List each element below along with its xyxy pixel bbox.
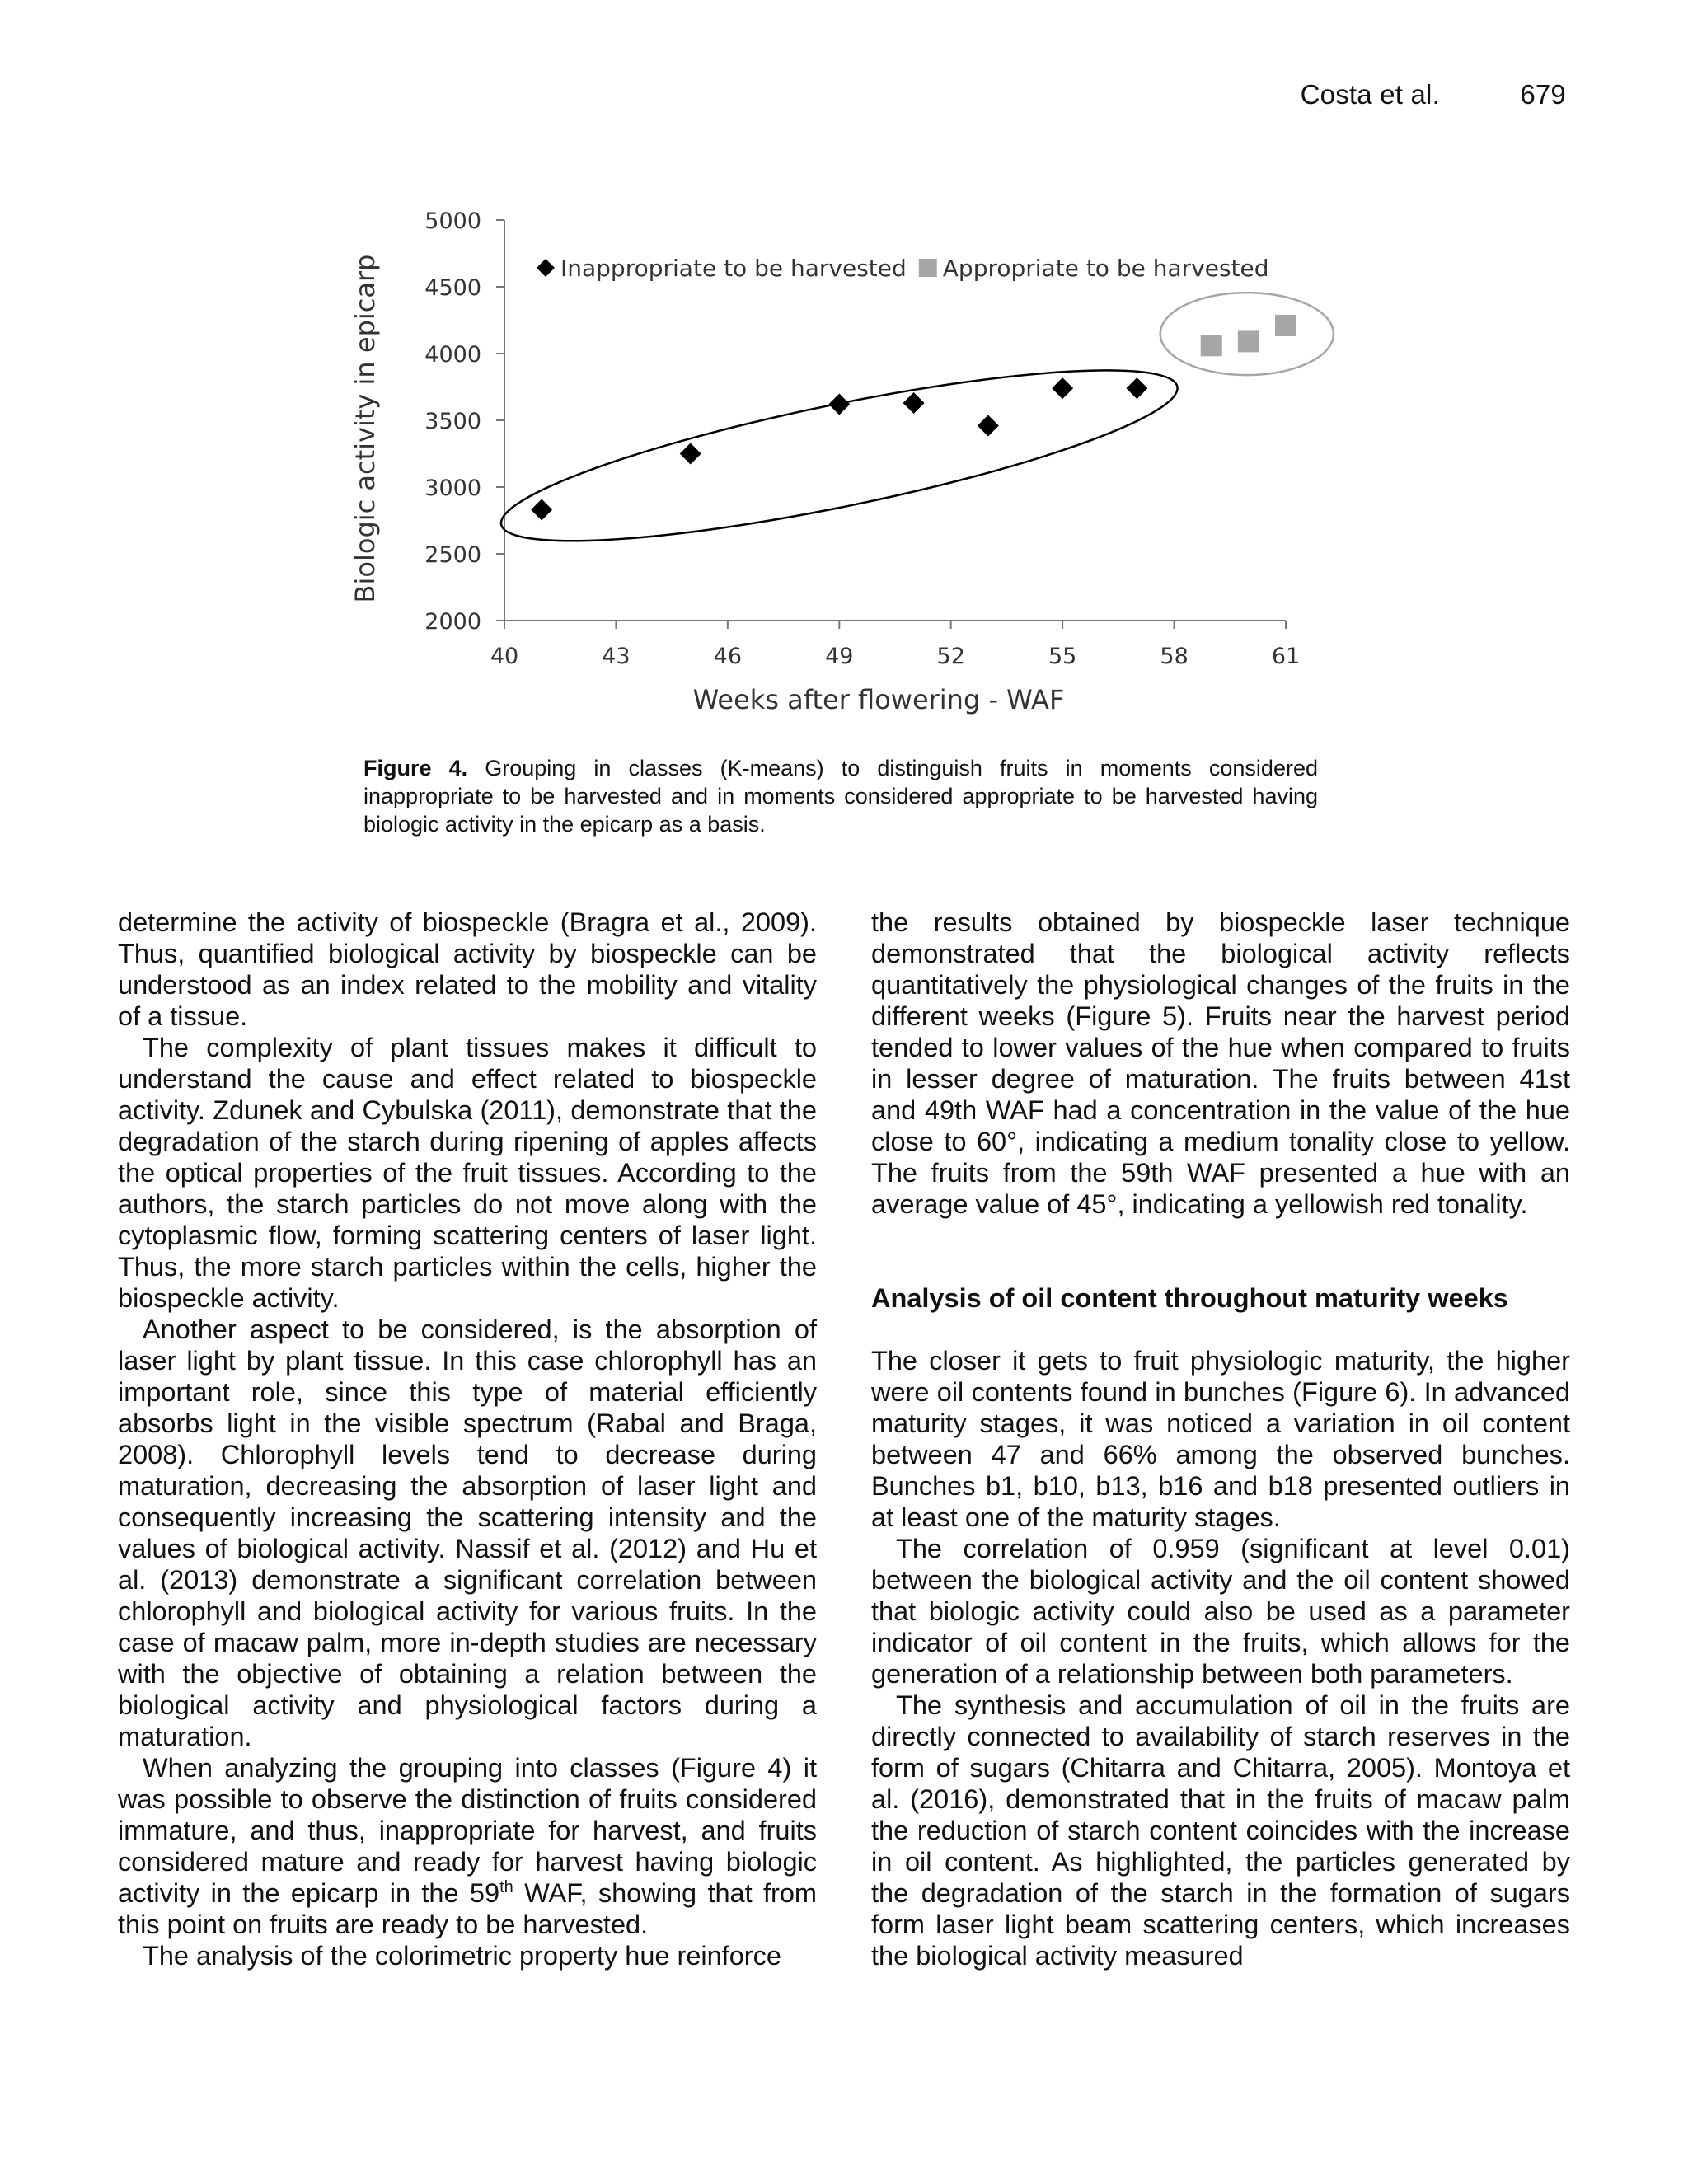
inappropriate-point	[680, 443, 701, 465]
y-tick-label: 2000	[424, 609, 481, 635]
figure-caption-text: Grouping in classes (K-means) to distinguish fruits in moments considered inappropriate to be harvested and in moments considered appropriate to be harvested having biologic activity in the epicarp as a basis.	[363, 756, 1318, 837]
chart-legend	[537, 255, 1269, 282]
right-paragraph-4: The synthesis and accumulation of oil in the fruits are directly connected to availability of starch reserves in the form of sugars (Chitarra and Chitarra, 2005). Montoya et al. (2016), demonstrated that in the fruits of macaw palm the reduction of starch content coincides with the increase in oil content. As highlighted, the particles generated by the degradation of the starch in the formation of sugars form laser light beam scattering centers, which increases the biological activity measured	[871, 1690, 1570, 1971]
spacer	[871, 1220, 1570, 1282]
y-tick-label: 4500	[424, 275, 481, 301]
x-tick-label: 52	[936, 644, 965, 669]
section-heading: Analysis of oil content throughout maturity weeks	[871, 1283, 1508, 1313]
legend-label-appropriate: Appropriate to be harvested	[942, 255, 1269, 282]
legend-marker-appropriate	[919, 259, 937, 277]
inappropriate-point	[978, 415, 999, 436]
left-paragraph-4-a: When analyzing the grouping into classes (Figure 4) it was possible to observe the distinction of fruits considered immature, and thus, inappropriate for harvest, and fruits considered mature and ready for harvest having biologic activity in the epicarp in the 59	[118, 1753, 817, 1908]
figure-caption	[363, 754, 1318, 838]
page-number: 679	[1520, 79, 1566, 110]
chart-marks	[531, 315, 1296, 521]
figure-caption-label: Figure 4.	[363, 756, 468, 780]
legend-label-inappropriate: Inappropriate to be harvested	[560, 255, 907, 282]
figure-4-scatter-chart	[346, 194, 1335, 738]
spacer	[871, 1314, 1570, 1345]
left-paragraph-1: determine the activity of biospeckle (Bragra et al., 2009). Thus, quantified biological activity by biospeckle can be understood as an index related to the mobility and vitality of a tissue.	[118, 907, 817, 1031]
x-tick-label: 46	[713, 644, 743, 669]
y-axis-title: Biologic activity in epicarp	[349, 254, 381, 603]
appropriate-point	[1238, 330, 1259, 352]
x-tick-label: 55	[1048, 644, 1077, 669]
left-paragraph-4-sup: th	[499, 1878, 513, 1897]
left-paragraph-2: The complexity of plant tissues makes it difficult to understand the cause and effect related to biospeckle activity. Zdunek and Cybulska (2011), demonstrate that the degradation of the starch during ripening of apples affects the optical properties of the fruit tissues. According to the authors, the starch particles do not move along with the cytoplasmic flow, forming scattering centers of laser light. Thus, the more starch particles within the cells, higher the biospeckle activity.	[118, 1033, 817, 1313]
legend-marker-inappropriate	[537, 259, 555, 277]
inappropriate-point	[828, 394, 850, 415]
running-head-authors: Costa et al.	[1300, 79, 1440, 110]
left-column	[118, 907, 817, 1971]
right-column	[871, 907, 1570, 1971]
inappropriate-point	[1052, 377, 1073, 399]
right-paragraph-3: The correlation of 0.959 (significant at level 0.01) between the biological activity and the oil content showed that biologic activity could also be used as a parameter indicator of oil content in the fruits, which allows for the generation of a relationship between both parameters.	[871, 1534, 1570, 1689]
inappropriate-point	[903, 392, 925, 414]
x-axis-title: Weeks after flowering - WAF	[692, 684, 1065, 715]
appropriate-point	[1275, 315, 1296, 336]
y-tick-label: 3000	[424, 476, 481, 501]
inappropriate-point	[1126, 377, 1147, 399]
y-tick-label: 3500	[424, 409, 481, 434]
y-tick-label: 4000	[424, 342, 481, 368]
left-paragraph-5: The analysis of the colorimetric property hue reinforce	[143, 1941, 781, 1971]
inappropriate-group-ellipse	[491, 336, 1188, 574]
y-tick-label: 5000	[424, 209, 481, 234]
x-tick-label: 49	[825, 644, 854, 669]
appropriate-point	[1201, 335, 1222, 356]
x-tick-label: 43	[602, 644, 631, 669]
x-tick-label: 40	[490, 644, 519, 669]
running-head	[1301, 79, 1566, 110]
inappropriate-point	[531, 499, 552, 521]
chart-axes	[349, 209, 1300, 715]
left-paragraph-3: Another aspect to be considered, is the absorption of laser light by plant tissue. In this case chlorophyll has an important role, since this type of material efficiently absorbs light in the visible spectrum (Rabal and Braga, 2008). Chlorophyll levels tend to decrease during maturation, decreasing the absorption of laser light and consequently increasing the scattering intensity and the values of biological activity. Nassif et al. (2012) and Hu et al. (2013) demonstrate a significant correlation between chlorophyll and biological activity for various fruits. In the case of macaw palm, more in-depth studies are necessary with the objective of obtaining a relation between the biological activity and physiological factors during a maturation.	[118, 1315, 817, 1751]
x-tick-label: 58	[1160, 644, 1189, 669]
x-tick-label: 61	[1271, 644, 1301, 669]
y-tick-label: 2500	[424, 542, 481, 568]
right-paragraph-1: the results obtained by biospeckle laser technique demonstrated that the biological activity reflects quantitatively the physiological changes of the fruits in the different weeks (Figure 5). Fruits near the harvest period tended to lower values of the hue when compared to fruits in lesser degree of maturation. The fruits between 41st and 49th WAF had a concentration in the value of the hue close to 60°, indicating a medium tonality close to yellow. The fruits from the 59th WAF presented a hue with an average value of 45°, indicating a yellowish red tonality.	[871, 907, 1570, 1219]
left-paragraph-4-b: WAF, showing that from this point on fruits are ready to be harvested.	[118, 1878, 817, 1939]
left-paragraph-4	[118, 1752, 817, 1940]
right-paragraph-2: The closer it gets to fruit physiologic maturity, the higher were oil contents found in bunches (Figure 6). In advanced maturity stages, it was noticed a variation in oil content between 47 and 66% among the observed bunches. Bunches b1, b10, b13, b16 and b18 presented outliers in at least one of the maturity stages.	[871, 1346, 1570, 1532]
